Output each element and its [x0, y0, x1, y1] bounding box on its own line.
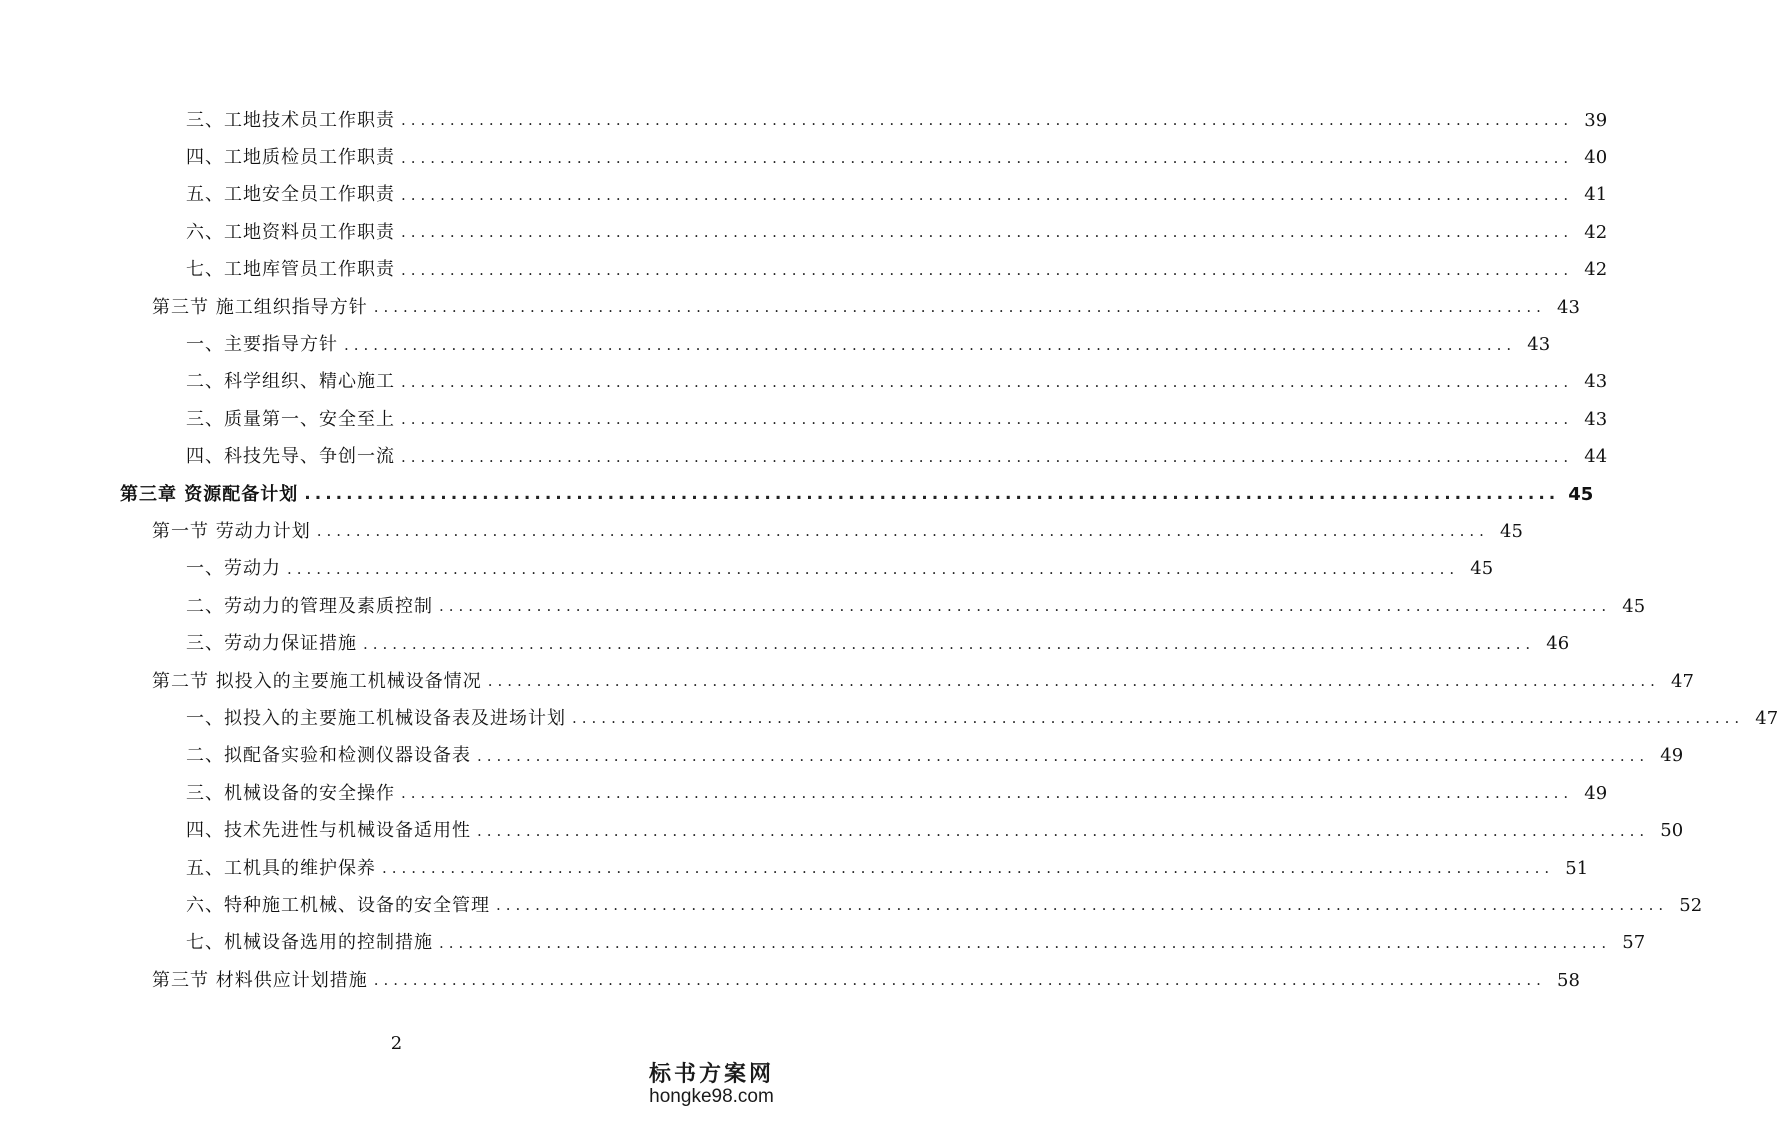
toc-item-row[interactable] [0, 738, 1684, 775]
toc-chapter-row[interactable] [0, 476, 1594, 513]
toc-leader-dots: ........................................................................................................................ [477, 821, 1650, 840]
toc-item-row[interactable] [0, 252, 1608, 289]
toc-page-number: 45 [1500, 520, 1523, 542]
toc-section-row[interactable] [0, 962, 1580, 999]
toc-page-number: 39 [1584, 109, 1608, 131]
toc-page-number: 45 [1622, 595, 1646, 617]
toc-leader-dots: ........................................................................................................................ [401, 372, 1574, 391]
toc-page-number: 43 [1584, 408, 1608, 430]
toc-page-number: 43 [1584, 371, 1608, 393]
toc-entry-label: 第三节 材料供应计划措施 [152, 969, 368, 991]
toc-section-row[interactable] [0, 663, 1694, 700]
watermark-logo [644, 1063, 779, 1108]
toc-entry-label: 第一节 劳动力计划 [152, 520, 311, 542]
toc-item-row[interactable] [0, 139, 1608, 176]
toc-item-row[interactable] [0, 551, 1494, 588]
toc-leader-dots: ........................................................................................................................ [401, 410, 1574, 429]
toc-page-number: 42 [1584, 221, 1608, 243]
toc-entry-label: 三、工地技术员工作职责 [186, 109, 395, 131]
toc-entry-label: 二、劳动力的管理及素质控制 [186, 595, 433, 617]
toc-page-number: 49 [1660, 745, 1684, 767]
toc-page-number: 47 [1671, 670, 1694, 692]
toc-leader-dots: ........................................................................................................................ [373, 971, 1546, 990]
toc-leader-dots: ........................................................................................................................ [401, 148, 1574, 167]
toc-leader-dots: ........................................................................................................................ [316, 522, 1489, 541]
toc-leader-dots: ........................................................................................................................ [477, 746, 1650, 765]
toc-leader-dots: ........................................................................................................................ [401, 223, 1574, 242]
toc-page-number: 51 [1565, 857, 1589, 879]
toc-page-number: 41 [1584, 184, 1608, 206]
toc-page-number: 44 [1584, 446, 1608, 468]
toc-item-row[interactable] [0, 588, 1646, 625]
toc-entry-label: 四、技术先进性与机械设备适用性 [186, 820, 471, 842]
toc-entry-label: 三、机械设备的安全操作 [186, 782, 395, 804]
toc-page-number: 57 [1622, 932, 1646, 954]
toc-entry-label: 第三章 资源配备计划 [120, 483, 299, 505]
toc-entry-label: 五、工地安全员工作职责 [186, 184, 395, 206]
toc-leader-dots: ........................................................................................................................ [401, 111, 1574, 130]
toc-entry-label: 第二节 拟投入的主要施工机械设备情况 [152, 670, 482, 692]
toc-page-number: 43 [1557, 296, 1580, 318]
toc-entry-label: 五、工机具的维护保养 [186, 857, 376, 879]
toc-entry-label: 一、拟投入的主要施工机械设备表及进场计划 [186, 707, 566, 729]
toc-section-row[interactable] [0, 289, 1580, 326]
toc-leader-dots: ........................................................................................................................ [487, 672, 1660, 691]
toc-entry-label: 六、工地资料员工作职责 [186, 221, 395, 243]
toc-leader-dots: ........................................................................................................................ [439, 933, 1612, 952]
toc-entry-label: 四、工地质检员工作职责 [186, 147, 395, 169]
toc-entry-label: 七、机械设备选用的控制措施 [186, 932, 433, 954]
toc-page-number: 49 [1584, 782, 1608, 804]
toc-entry-label: 一、劳动力 [186, 558, 281, 580]
toc-leader-dots: ........................................................................................................................ [382, 859, 1555, 877]
toc-item-row[interactable] [0, 775, 1608, 812]
toc-page-number: 43 [1527, 334, 1551, 356]
toc-entry-label: 三、劳动力保证措施 [186, 633, 357, 655]
toc-leader-dots: ........................................................................................................................ [496, 896, 1669, 915]
table-of-contents [0, 102, 1778, 999]
toc-item-row[interactable] [0, 625, 1570, 662]
toc-leader-dots: ........................................................................................................................ [373, 298, 1546, 317]
toc-item-row[interactable] [0, 102, 1608, 139]
toc-entry-label: 七、工地库管员工作职责 [186, 259, 395, 281]
toc-item-row[interactable] [0, 812, 1684, 849]
toc-entry-label: 二、科学组织、精心施工 [186, 371, 395, 393]
watermark-title: 标书方案网 [648, 1061, 774, 1087]
toc-section-row[interactable] [0, 513, 1523, 550]
toc-entry-label: 第三节 施工组织指导方针 [152, 296, 368, 318]
toc-item-row[interactable] [0, 925, 1646, 962]
toc-item-row[interactable] [0, 177, 1608, 214]
toc-leader-dots: ........................................................................................................................ [401, 185, 1574, 204]
toc-page-number: 58 [1557, 969, 1580, 991]
toc-leader-dots: ........................................................................................................................ [304, 484, 1560, 505]
toc-leader-dots: ........................................................................................................................ [287, 559, 1460, 578]
toc-item-row[interactable] [0, 364, 1608, 401]
toc-item-row[interactable] [0, 401, 1608, 438]
toc-page-number: 40 [1584, 147, 1608, 169]
toc-leader-dots: ........................................................................................................................ [344, 335, 1517, 354]
toc-entry-label: 四、科技先导、争创一流 [186, 446, 395, 468]
toc-page-number: 45 [1568, 483, 1594, 505]
toc-page-number: 42 [1584, 259, 1608, 281]
toc-leader-dots: ........................................................................................................................ [572, 709, 1745, 728]
toc-leader-dots: ........................................................................................................................ [401, 260, 1574, 279]
toc-entry-label: 三、质量第一、安全至上 [186, 408, 395, 430]
toc-item-row[interactable] [0, 214, 1608, 251]
toc-entry-label: 一、主要指导方针 [186, 334, 338, 356]
toc-page-number: 50 [1660, 820, 1684, 842]
toc-page-number: 52 [1679, 894, 1703, 916]
toc-page-number: 46 [1546, 633, 1570, 655]
toc-item-row[interactable] [0, 887, 1703, 924]
toc-entry-label: 二、拟配备实验和检测仪器设备表 [186, 745, 471, 767]
toc-item-row[interactable] [0, 326, 1551, 363]
toc-item-row[interactable] [0, 700, 1778, 737]
toc-leader-dots: ........................................................................................................................ [401, 784, 1574, 803]
watermark-site: hongke98.com [649, 1086, 774, 1108]
toc-page-number: 45 [1470, 558, 1494, 580]
toc-leader-dots: ........................................................................................................................ [401, 447, 1574, 466]
page-number: 2 [390, 1033, 403, 1054]
toc-leader-dots: ........................................................................................................................ [439, 597, 1612, 616]
toc-leader-dots: ........................................................................................................................ [363, 634, 1536, 653]
toc-item-row[interactable] [0, 850, 1589, 887]
toc-item-row[interactable] [0, 439, 1608, 476]
toc-entry-label: 六、特种施工机械、设备的安全管理 [186, 894, 490, 916]
toc-page-number: 47 [1755, 707, 1778, 729]
